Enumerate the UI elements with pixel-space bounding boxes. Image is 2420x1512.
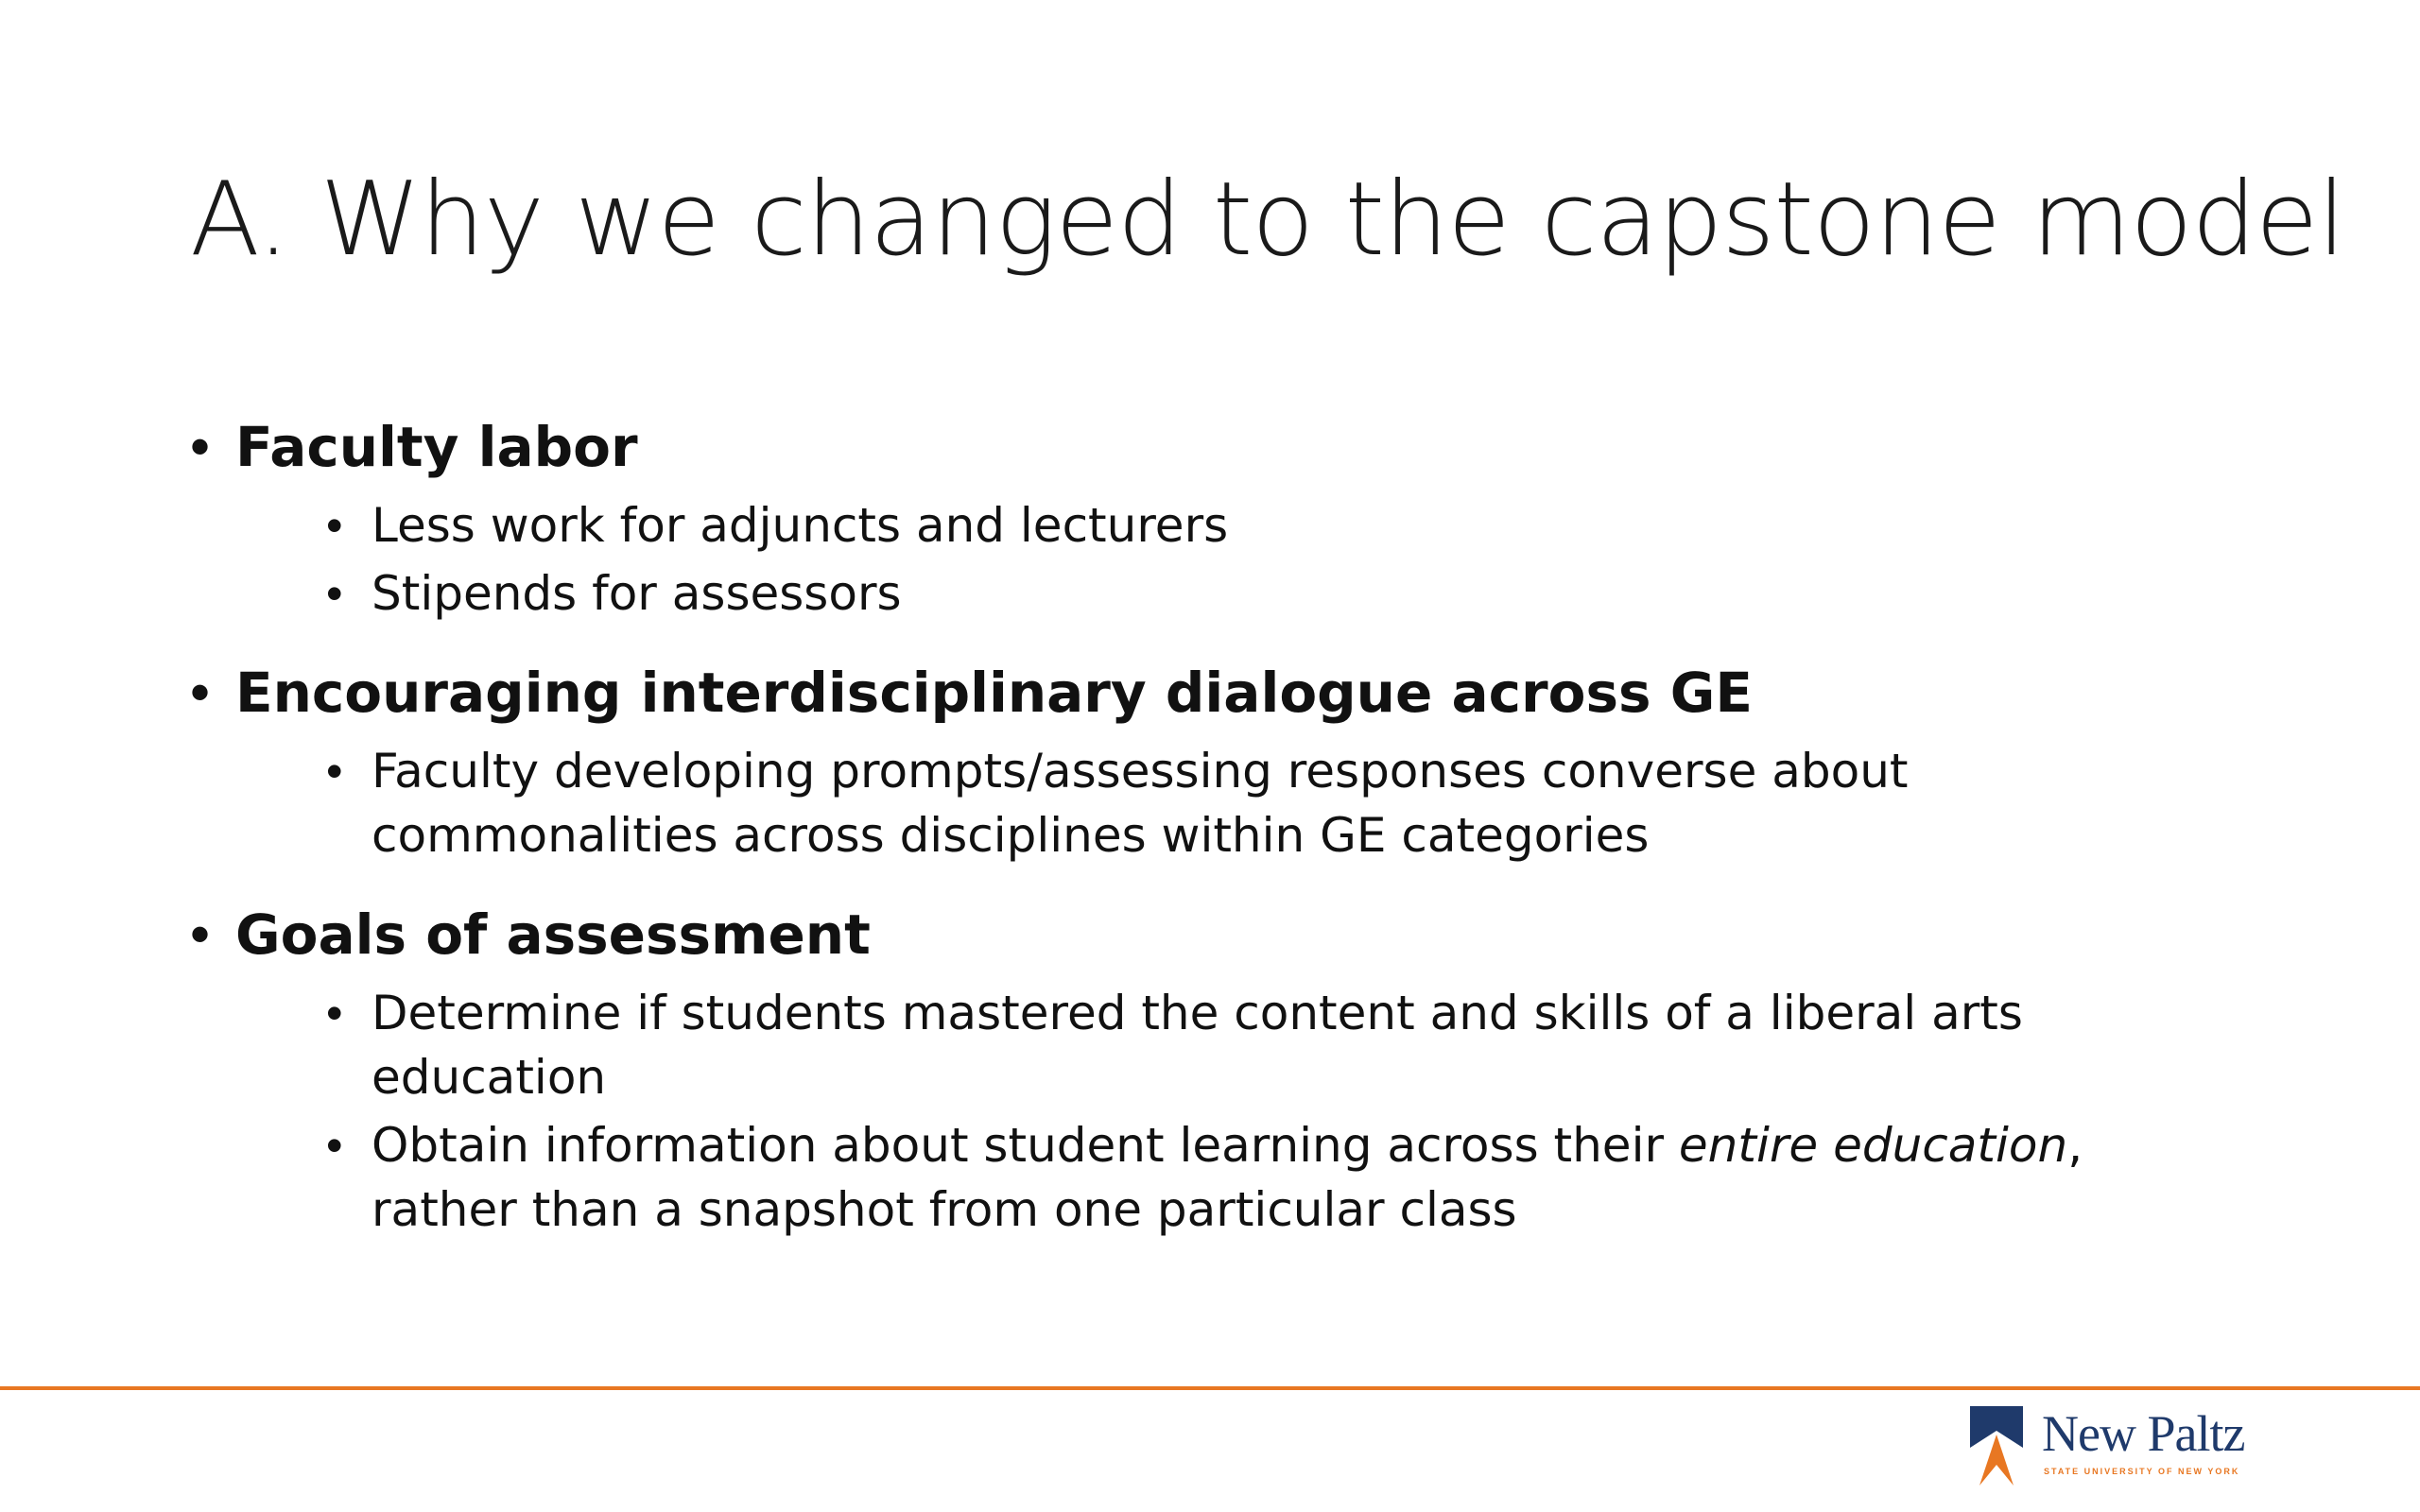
sub-bullet-text: Determine if students mastered the content and skills of a liberal arts education <box>372 986 2023 1105</box>
sub-bullet-text: Less work for adjuncts and lecturers <box>372 498 1229 553</box>
sub-bullet-list <box>235 739 2156 868</box>
bullet-faculty-labor <box>190 404 2156 626</box>
bullet-heading: Faculty labor <box>235 415 638 479</box>
bullet-interdisciplinary-dialogue <box>190 650 2156 868</box>
bullet-dot-icon: • <box>326 499 343 552</box>
bullet-dot-icon: • <box>326 1119 343 1172</box>
slide-title: A. Why we changed to the capstone model <box>190 161 2345 279</box>
bullet-list <box>190 404 2156 1266</box>
bullet-dot-icon: • <box>326 987 343 1040</box>
sub-bullet-text-before: Obtain information about student learning across their <box>372 1118 1679 1173</box>
sub-bullet-list <box>235 981 2156 1242</box>
bullet-heading: Encouraging interdisciplinary dialogue across GE <box>235 661 1753 725</box>
bullet-dot-icon: • <box>190 415 211 478</box>
bullet-dot-icon: • <box>190 902 211 966</box>
bullet-dot-icon: • <box>326 567 343 620</box>
bullet-dot-icon: • <box>190 661 211 724</box>
sub-bullet <box>326 1113 2156 1242</box>
sub-bullet-text <box>372 1113 2156 1242</box>
bullet-dot-icon: • <box>326 745 343 798</box>
sub-bullet-text: Faculty developing prompts/assessing responses converse about commonalities across disciplines within GE categories <box>372 744 1909 863</box>
footer-divider <box>0 1386 2420 1390</box>
sub-bullet-text: Stipends for assessors <box>372 566 902 621</box>
sub-bullet <box>326 739 2156 868</box>
logo-name: New Paltz <box>2042 1405 2245 1462</box>
new-paltz-logo <box>1968 1404 2271 1489</box>
bullet-goals-of-assessment <box>190 892 2156 1242</box>
emphasis-text: entire education <box>1678 1118 2068 1173</box>
new-paltz-shield-icon <box>1968 1406 2025 1486</box>
sub-bullet <box>326 981 2156 1109</box>
sub-bullet-text-after: , rather than a snapshot from one particular class <box>372 1118 2083 1237</box>
sub-bullet-list <box>235 493 2156 626</box>
sub-bullet <box>326 493 2156 558</box>
bullet-heading: Goals of assessment <box>235 902 871 967</box>
logo-subtitle: STATE UNIVERSITY OF NEW YORK <box>2044 1467 2240 1476</box>
sub-bullet <box>326 561 2156 626</box>
